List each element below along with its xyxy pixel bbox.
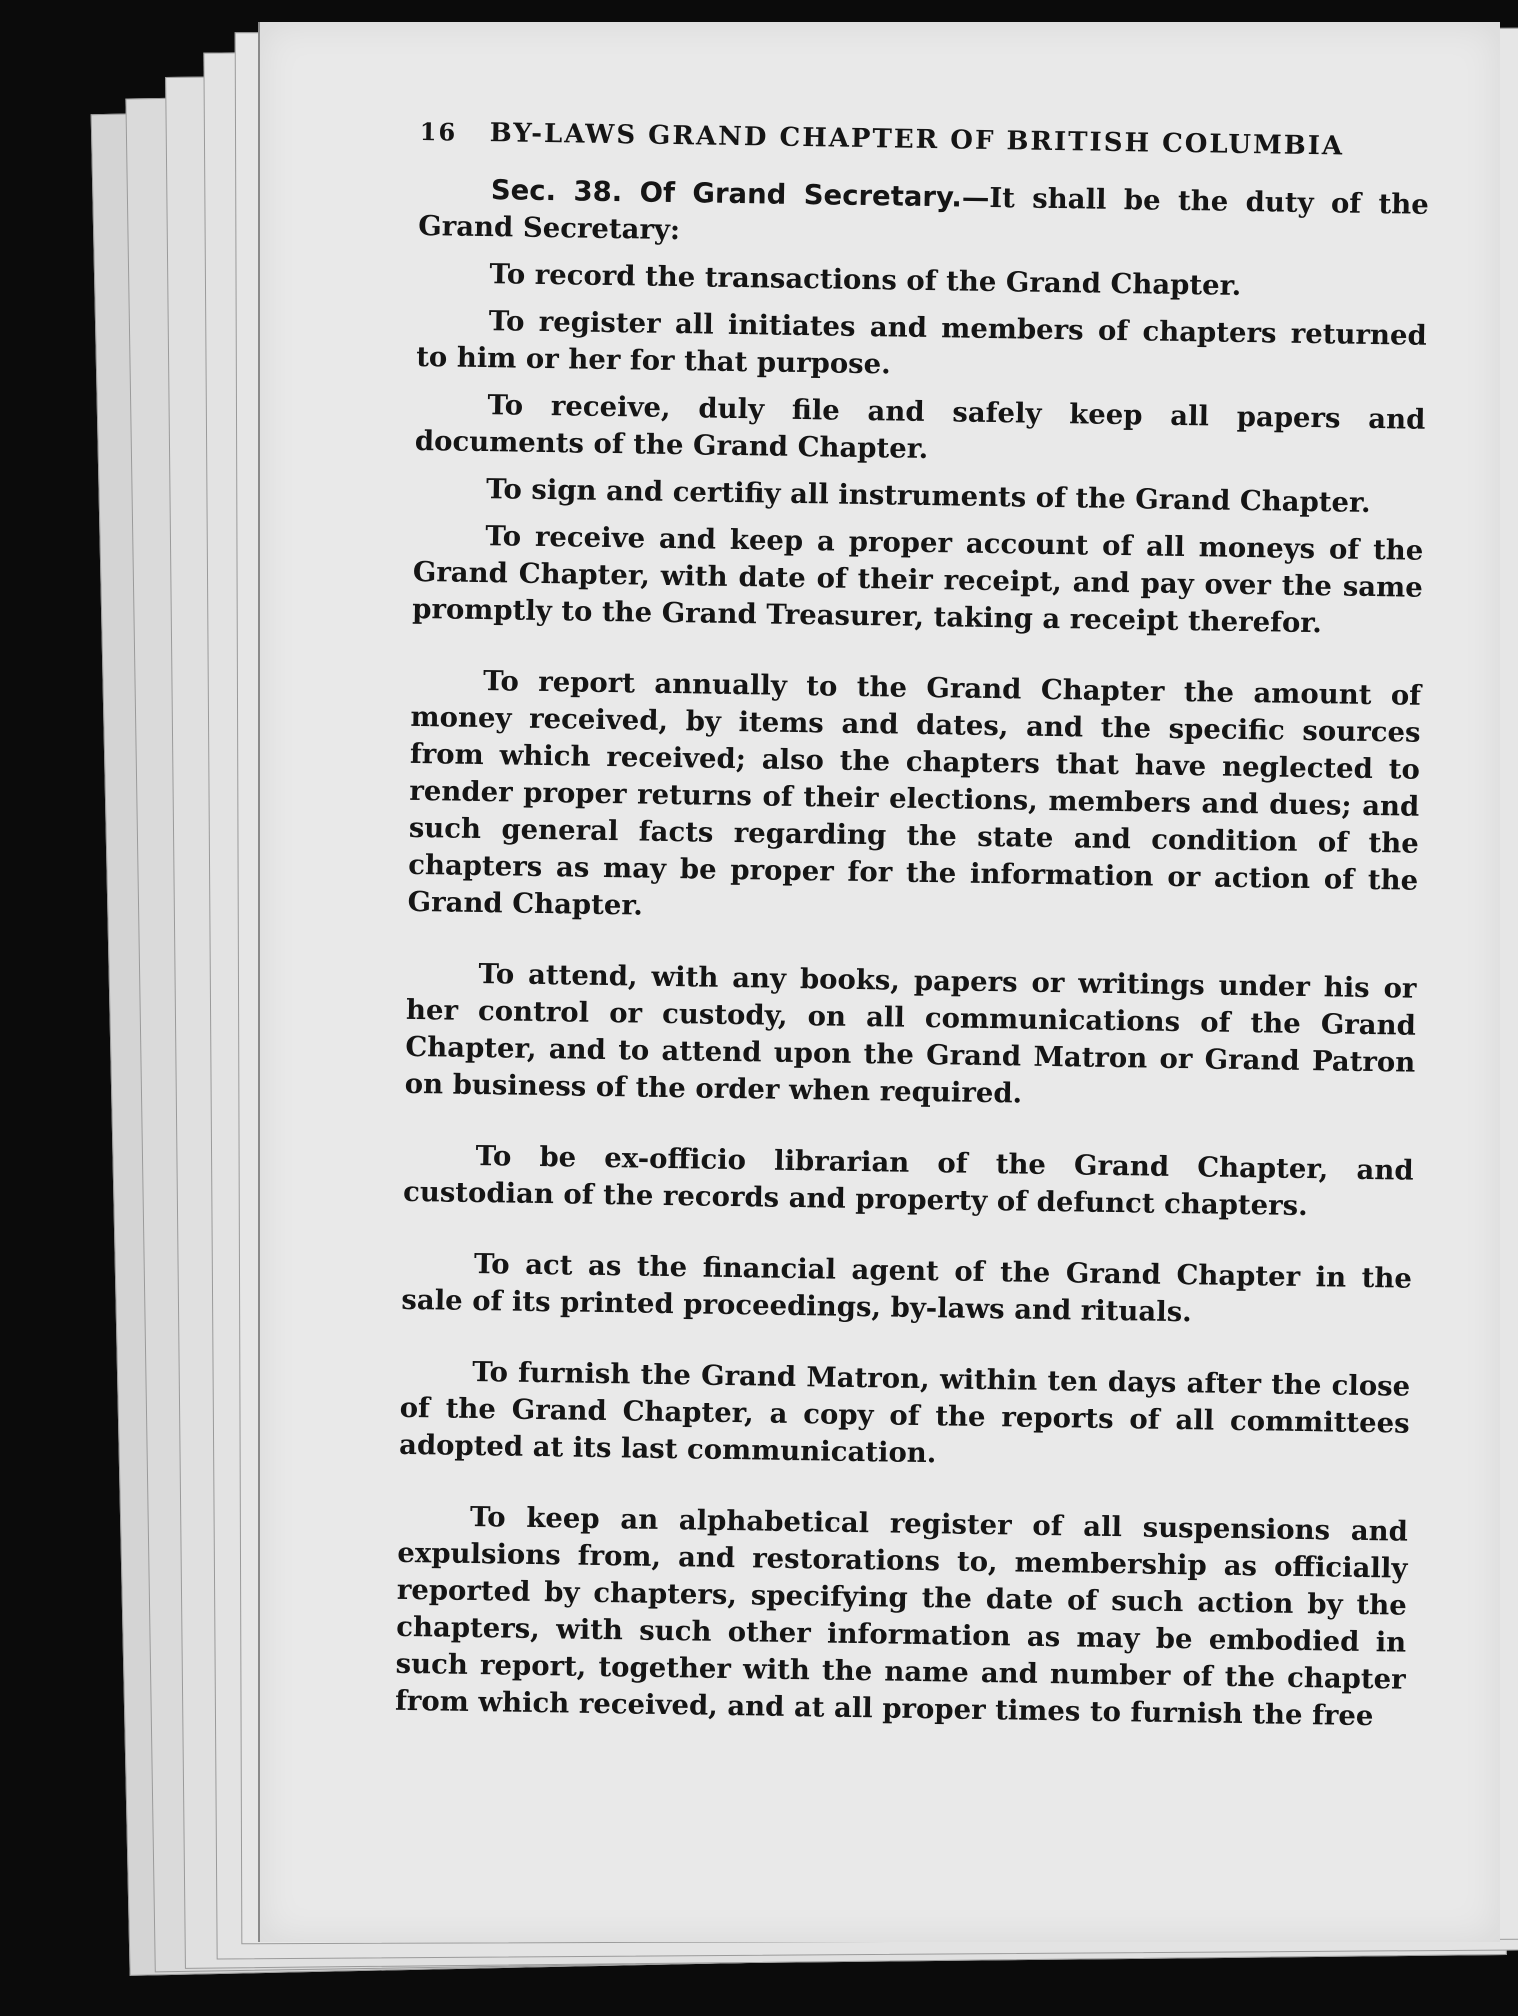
duty-paragraph: To keep an alphabetical register of all suspensions and expulsions from, and restorations to, membership as officially reported by chapters, specifying the date of such action by the chapters, with such other information as may be embodied in such report, together with the name and number of the chapter from which received, and at all proper times to furnish the free — [394, 1500, 1409, 1733]
section-intro: —It shall be the duty of the Grand Secretary: — [418, 181, 1430, 247]
section-number: Sec. 38. — [490, 174, 623, 209]
duty-paragraph: To attend, with any books, papers or writings under his or her control or custody, on all communications of the Grand Chapter, and to attend upon the Grand Matron or Grand Patron on business of the order when required. — [404, 958, 1417, 1110]
page-content — [395, 117, 1430, 1746]
duty-paragraph: To be ex-officio librarian of the Grand Chapter, and custodian of the records and property of defunct chapters. — [402, 1140, 1414, 1223]
running-title: BY-LAWS GRAND CHAPTER OF BRITISH COLUMBIA — [489, 118, 1345, 162]
duty-paragraph: To receive, duly file and safely keep all papers and documents of the Grand Chapter. — [414, 389, 1426, 466]
duty-paragraph: To report annually to the Grand Chapter the amount of money received, by items and dates, and the specific sources from which received; also the chapters that have neglected to render proper returns of their elections, members and dues; and such general facts regarding the state and condition of the chapters as may be proper for the information or action of the Grand Chapter. — [407, 665, 1422, 922]
duty-paragraph: To receive and keep a proper account of all moneys of the Grand Chapter, with date of their receipt, and pay over the same promptly to the Grand Treasurer, taking a receipt therefor. — [412, 520, 1424, 640]
duty-paragraph: To record the transactions of the Grand Chapter. — [489, 258, 1242, 302]
book-page — [258, 22, 1500, 1942]
section-heading: Of Grand Secretary. — [639, 176, 963, 214]
duty-paragraph: To furnish the Grand Matron, within ten days after the close of the Grand Chapter, a copy of the reports of all committees adopted at its last communication. — [398, 1355, 1411, 1470]
duty-paragraph: To act as the financial agent of the Grand Chapter in the sale of its printed proceedings, by-laws and rituals. — [401, 1247, 1413, 1329]
section-paragraph — [418, 171, 1429, 261]
duty-paragraph: To register all initiates and members of chapters returned to him or her for that purpose. — [415, 305, 1427, 381]
duty-paragraph: To sign and certifiy all instruments of the Grand Chapter. — [485, 473, 1371, 519]
page-number: 16 — [419, 117, 458, 147]
page-header — [420, 117, 1430, 163]
